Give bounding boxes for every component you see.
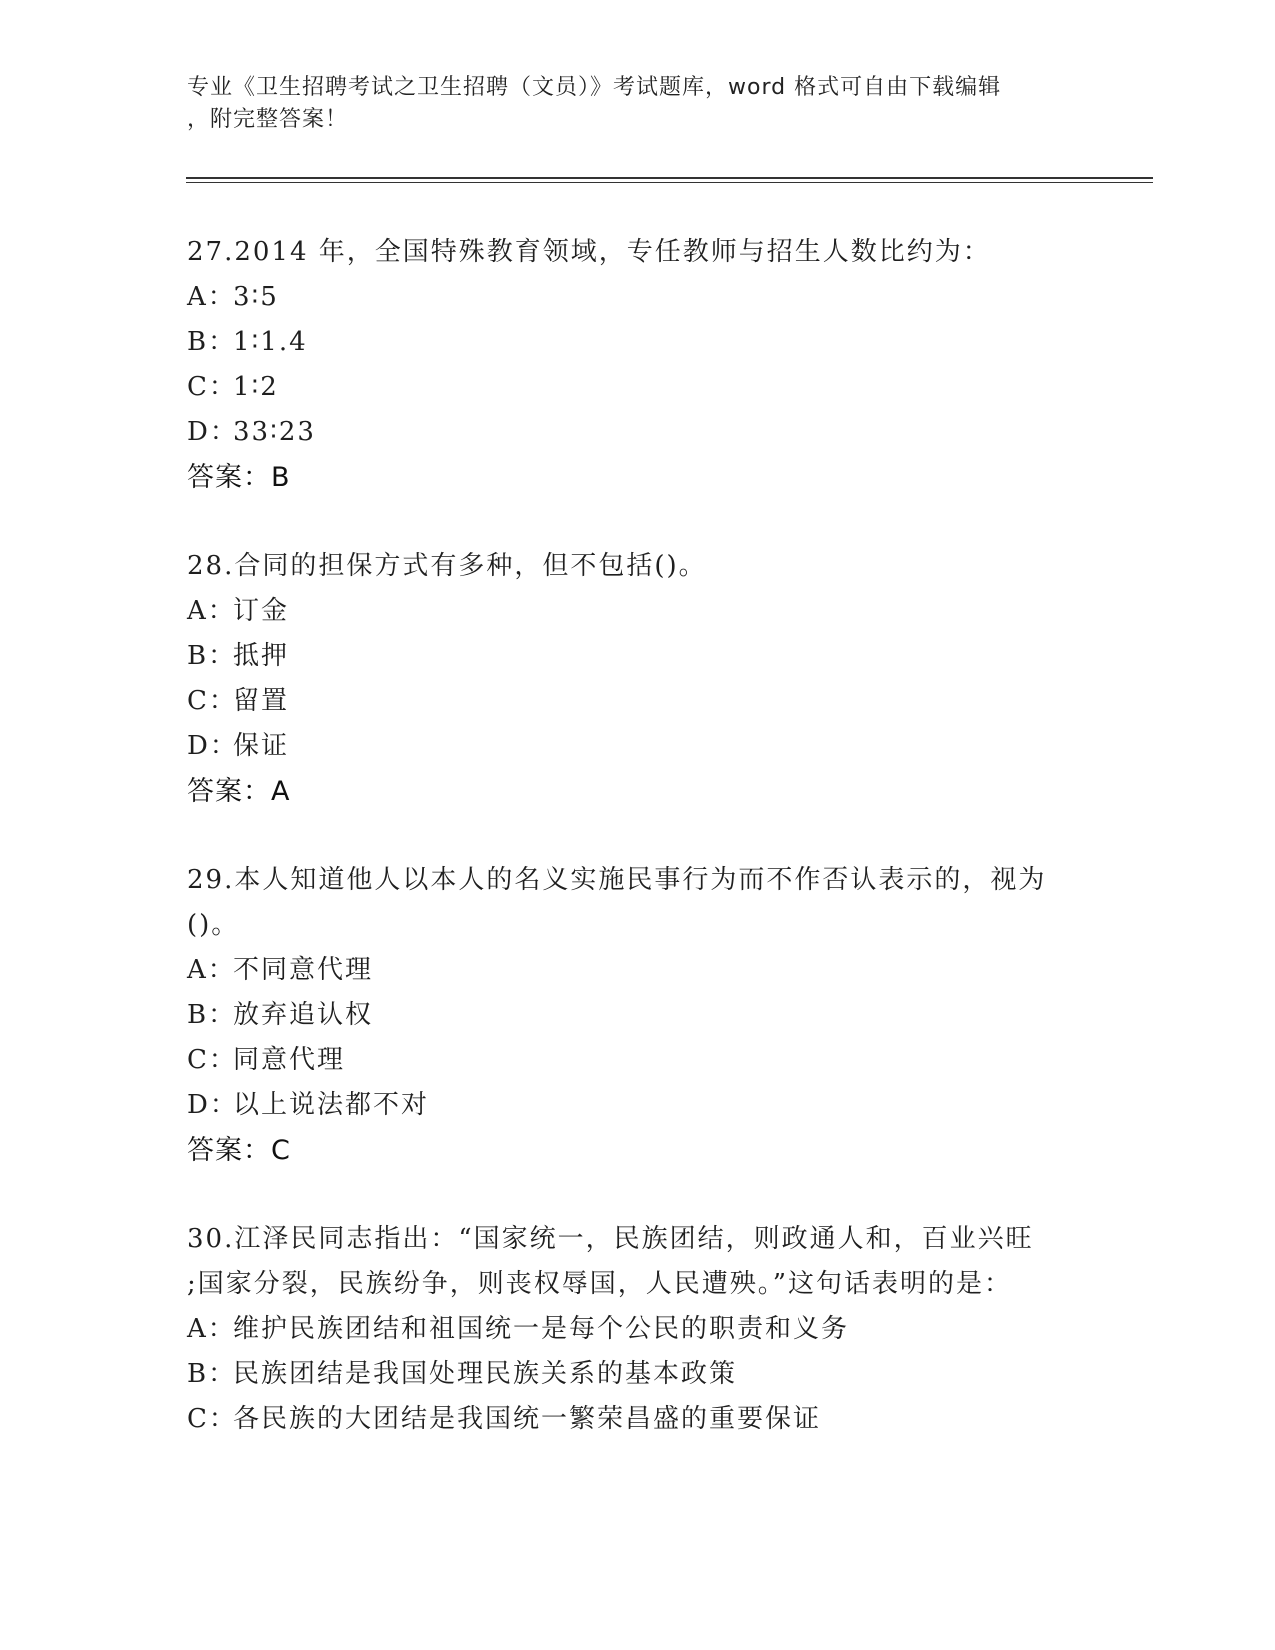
document-header — [187, 72, 1087, 136]
question-text: 30.江泽民同志指出：“国家统一，民族团结，则政通人和，百业兴旺 — [187, 1224, 1034, 1254]
option-b — [187, 1352, 1147, 1397]
option-text: 同意代理 — [233, 1045, 346, 1075]
header-divider — [186, 177, 1153, 179]
question-27 — [187, 230, 1147, 500]
option-key: A： — [187, 596, 236, 626]
option-key: A： — [187, 955, 236, 985]
option-text: 留置 — [233, 686, 290, 716]
question-30 — [187, 1217, 1147, 1442]
question-list — [187, 230, 1147, 1486]
option-c — [187, 679, 1147, 724]
answer-line: 答案：B — [187, 462, 291, 493]
option-a — [187, 275, 1147, 320]
option-text: 1∶1.4 — [233, 327, 308, 357]
question-28 — [187, 544, 1147, 814]
option-text: 3∶5 — [233, 282, 279, 312]
option-b — [187, 320, 1147, 365]
option-text: 1∶2 — [233, 372, 279, 402]
header-line: 专业《卫生招聘考试之卫生招聘（文员）》考试题库，word 格式可自由下载编辑 — [187, 75, 1002, 100]
question-text-continued: ()。 — [187, 910, 240, 940]
option-c — [187, 365, 1147, 410]
option-d — [187, 1083, 1147, 1128]
option-text: 以上说法都不对 — [233, 1090, 430, 1120]
option-text: 订金 — [233, 596, 290, 626]
option-b — [187, 634, 1147, 679]
answer-line: 答案：C — [187, 1135, 291, 1166]
option-text: 各民族的大团结是我国统一繁荣昌盛的重要保证 — [233, 1404, 822, 1434]
option-text: 放弃追认权 — [233, 1000, 374, 1030]
option-text: 33∶23 — [233, 417, 316, 447]
option-a — [187, 1307, 1147, 1352]
option-a — [187, 948, 1147, 993]
option-text: 民族团结是我国处理民族关系的基本政策 — [233, 1359, 738, 1389]
answer-line: 答案：A — [187, 776, 291, 807]
option-text: 不同意代理 — [233, 955, 374, 985]
option-b — [187, 993, 1147, 1038]
option-key: D： — [187, 417, 238, 447]
option-a — [187, 589, 1147, 634]
question-text: 29.本人知道他人以本人的名义实施民事行为而不作否认表示的，视为 — [187, 865, 1047, 895]
option-text: 抵押 — [233, 641, 290, 671]
option-c — [187, 1038, 1147, 1083]
question-text-continued: ;国家分裂，民族纷争，则丧权辱国，人民遭殃。”这句话表明的是： — [187, 1269, 1013, 1299]
option-key: B： — [187, 1000, 237, 1030]
option-key: D： — [187, 1090, 238, 1120]
option-key: B： — [187, 1359, 237, 1389]
option-key: B： — [187, 641, 237, 671]
option-key: C： — [187, 1045, 237, 1075]
option-key: A： — [187, 282, 236, 312]
question-text: 28.合同的担保方式有多种，但不包括()。 — [187, 551, 707, 581]
option-key: A： — [187, 1314, 236, 1344]
option-key: C： — [187, 1404, 237, 1434]
option-key: B： — [187, 327, 237, 357]
option-c — [187, 1397, 1147, 1442]
question-text: 27.2014 年，全国特殊教育领域，专任教师与招生人数比约为： — [187, 237, 991, 267]
option-d — [187, 724, 1147, 769]
option-text: 维护民族团结和祖国统一是每个公民的职责和义务 — [233, 1314, 850, 1344]
option-d — [187, 410, 1147, 455]
question-29 — [187, 858, 1147, 1173]
option-key: C： — [187, 372, 237, 402]
option-key: D： — [187, 731, 238, 761]
header-divider — [186, 182, 1153, 183]
option-key: C： — [187, 686, 237, 716]
option-text: 保证 — [233, 731, 290, 761]
header-line: ，附完整答案！ — [187, 107, 349, 132]
